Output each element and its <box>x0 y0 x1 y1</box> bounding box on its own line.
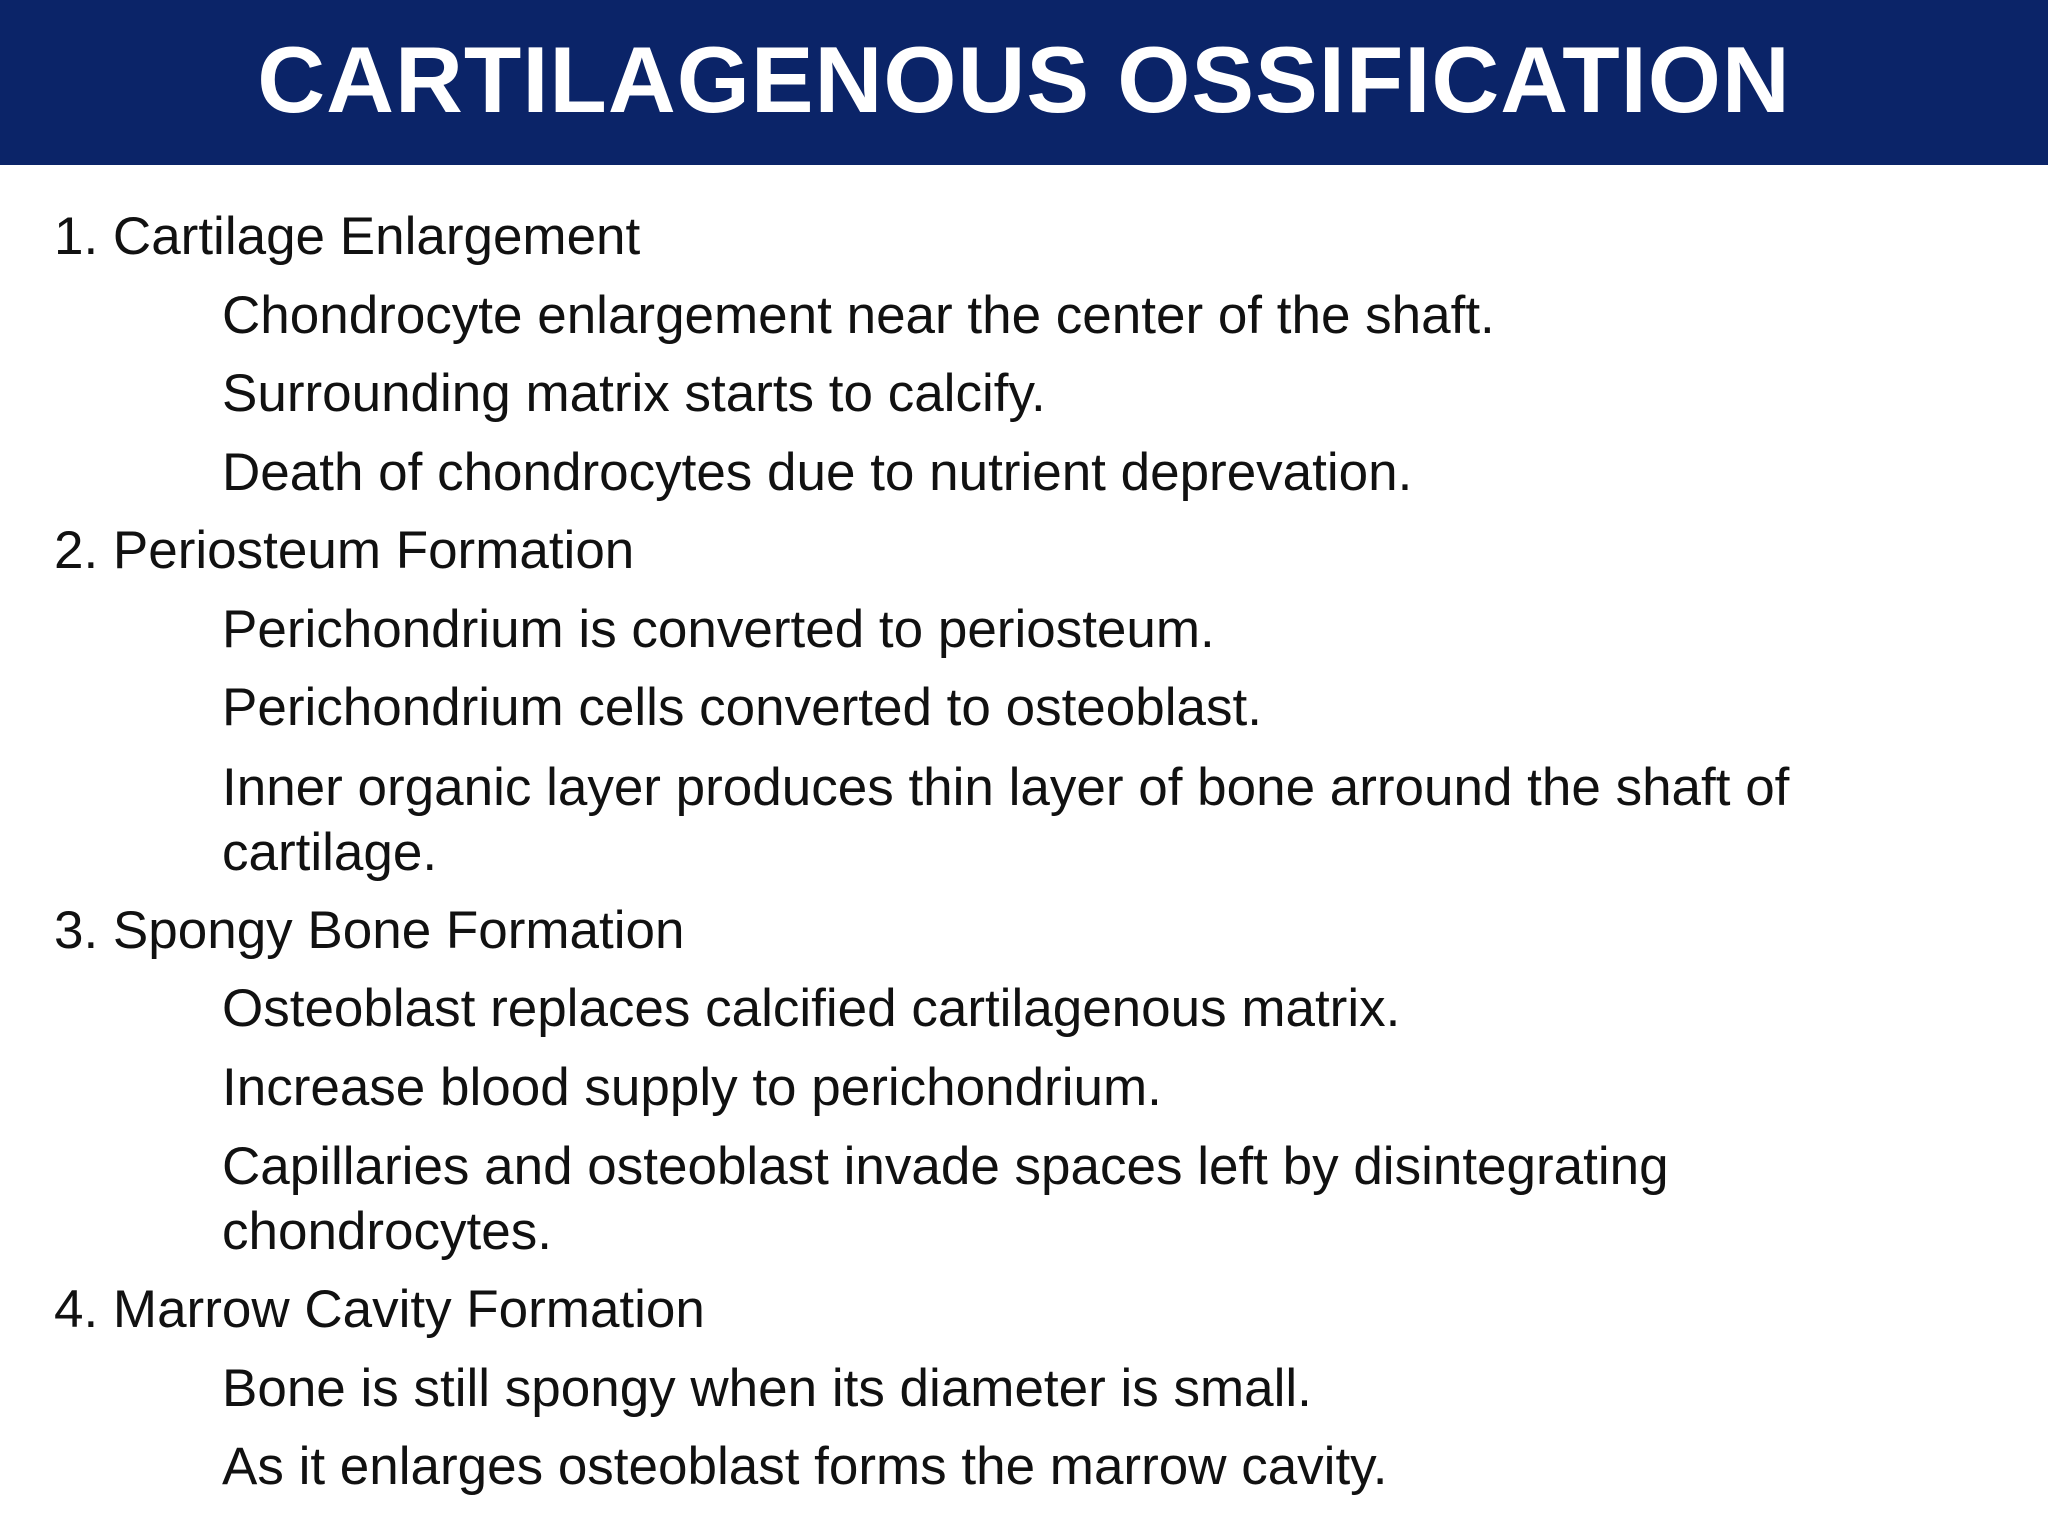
bullet-point: Capillaries and osteoblast invade spaces left by disintegrating chondrocytes. <box>222 1137 1669 1261</box>
bullet-point: Death of chondrocytes due to nutrient deprevation. <box>222 442 1413 502</box>
bullet-point: Bone is still spongy when its diameter is small. <box>222 1358 1312 1418</box>
section-cartilage-enlargement <box>54 198 1974 512</box>
bullet-point: Chondrocyte enlargement near the center of the shaft. <box>222 285 1495 345</box>
section-heading: 2. Periosteum Formation <box>54 521 635 580</box>
section-heading: 1. Cartilage Enlargement <box>54 207 641 266</box>
bullet-point: Inner organic layer produces thin layer of bone arround the shaft of cartilage. <box>222 757 1790 882</box>
section-periosteum-formation <box>54 512 1974 892</box>
section-points <box>54 591 1974 892</box>
section-points <box>54 277 1974 513</box>
section-marrow-cavity-formation <box>54 1271 1974 1507</box>
bullet-point: Perichondrium is converted to periosteum. <box>222 599 1215 659</box>
section-spongy-bone-formation <box>54 892 1974 1272</box>
bullet-point: As it enlarges osteoblast forms the marrow cavity. <box>222 1437 1388 1496</box>
slide-title: CARTILAGENOUS OSSIFICATION <box>257 26 1791 132</box>
section-points <box>54 1350 1974 1507</box>
bullet-point: Surrounding matrix starts to calcify. <box>222 364 1046 423</box>
bullet-point: Osteoblast replaces calcified cartilagenous matrix. <box>222 979 1401 1038</box>
bullet-point: Perichondrium cells converted to osteoblast. <box>222 678 1262 737</box>
bullet-point: Increase blood supply to perichondrium. <box>222 1057 1162 1117</box>
section-points <box>54 970 1974 1271</box>
section-heading: 3. Spongy Bone Formation <box>54 900 685 960</box>
title-bar <box>0 0 2048 165</box>
slide-content <box>54 198 1974 1507</box>
section-heading: 4. Marrow Cavity Formation <box>54 1280 705 1339</box>
